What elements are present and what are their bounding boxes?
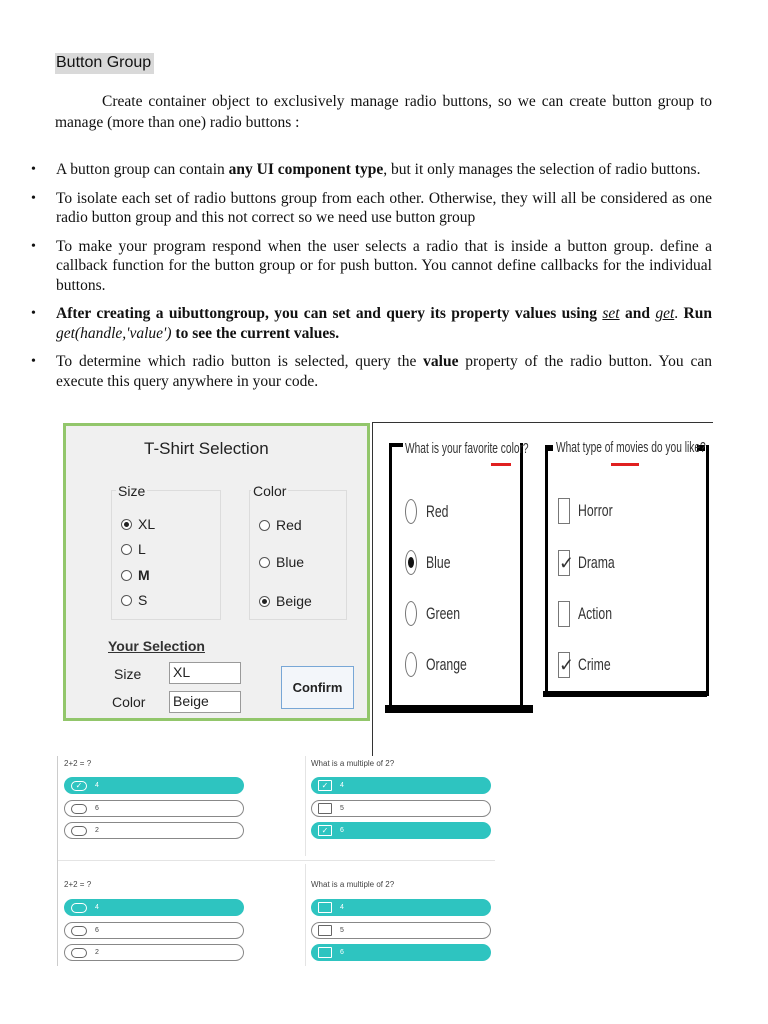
bullet-text: A button group can contain	[56, 161, 229, 178]
option-label: 4	[340, 904, 344, 911]
radio-label: Blue	[276, 554, 305, 570]
option-label: Blue	[426, 552, 451, 572]
size-radio-xl[interactable]	[121, 516, 155, 532]
radio-icon	[121, 544, 132, 555]
color-group-label: Color	[253, 483, 287, 499]
size-radio-m[interactable]	[121, 567, 150, 583]
bullet-text: To make your program respond when the user selects a radio that is inside a button group. define a callback function for the button group or for push button. You cannot define callbacks for the individual buttons.	[56, 237, 712, 294]
bullet-icon: •	[31, 190, 36, 206]
radio-label: XL	[138, 516, 156, 532]
bullet-bold: Run	[678, 305, 712, 322]
quiz-question: 2+2 = ?	[64, 880, 92, 889]
quiz-option[interactable]	[311, 777, 491, 794]
radio-icon	[121, 570, 132, 581]
get-function: get	[655, 305, 675, 322]
color-option-blue[interactable]	[405, 550, 460, 575]
color-question-title: What is your favorite color?	[405, 440, 529, 457]
your-selection-label: Your Selection	[108, 638, 205, 654]
bottom-bar	[543, 691, 707, 697]
radio-icon	[259, 557, 270, 568]
option-label: Drama	[578, 553, 615, 572]
radio-icon	[259, 520, 270, 531]
quiz-option[interactable]	[311, 922, 491, 939]
color-radio-blue[interactable]	[259, 554, 304, 570]
quiz-question: What is a multiple of 2?	[311, 880, 395, 889]
quiz-option[interactable]	[311, 899, 491, 916]
list-item	[0, 304, 712, 343]
checkbox-icon	[318, 803, 332, 814]
quiz-question: 2+2 = ?	[64, 759, 92, 768]
bullet-bold: After creating a uibuttongroup, you can set and query its property values using	[56, 305, 603, 322]
radio-label: Red	[276, 517, 302, 533]
option-label: 5	[340, 927, 344, 934]
radio-label: L	[138, 541, 146, 557]
bullet-bold: and	[619, 305, 656, 322]
movie-option-crime[interactable]	[558, 652, 623, 678]
option-label: Green	[426, 603, 461, 623]
intro-text: Create container object to exclusively manage radio buttons, so we can create button group to manage (more than one) radio buttons :	[55, 93, 712, 131]
size-field-label: Size	[114, 666, 142, 682]
movies-question-title: What type of movies do you like?	[556, 439, 706, 456]
bullet-icon: •	[31, 238, 36, 254]
radio-selected-icon	[405, 550, 417, 575]
quiz-option[interactable]	[64, 822, 244, 839]
tshirt-selection-figure	[63, 423, 370, 721]
bullet-text: property of the radio button. You can execute this query anywhere in your code.	[56, 353, 712, 390]
list-item	[0, 189, 712, 228]
bullet-text: .	[674, 305, 679, 322]
bullet-text: To determine which radio button is selected, query the	[56, 353, 424, 370]
quiz-option[interactable]	[64, 777, 244, 794]
checkbox-checked-icon: ✓	[558, 652, 570, 678]
list-item	[0, 352, 712, 391]
quiz-option[interactable]	[311, 944, 491, 961]
radio-icon	[405, 601, 417, 626]
radio-selected-icon	[71, 903, 87, 913]
bullet-text: , but it only manages the selection of radio buttons.	[383, 161, 701, 178]
quiz-option[interactable]	[64, 922, 244, 939]
tshirt-title: T-Shirt Selection	[144, 439, 269, 458]
confirm-button[interactable]: Confirm	[281, 666, 354, 709]
size-group-label: Size	[118, 483, 146, 499]
bullet-icon: •	[31, 306, 36, 321]
color-option-red[interactable]	[405, 499, 457, 524]
bullet-text: To isolate each set of radio buttons group from each other. Otherwise, they will all be considered as one radio button group and this not correct so we need use button group	[56, 189, 712, 226]
size-radio-l[interactable]	[121, 541, 146, 557]
panel-corner	[391, 443, 403, 447]
panel-corner	[545, 445, 553, 451]
checkbox-checked-icon: ✓	[318, 825, 332, 836]
bullet-list	[0, 160, 712, 400]
quiz-option[interactable]	[64, 800, 244, 817]
intro-paragraph	[55, 91, 712, 133]
quiz-option[interactable]	[64, 899, 244, 916]
movie-option-drama[interactable]	[558, 550, 629, 576]
divider	[305, 864, 306, 966]
option-label: 2	[95, 827, 99, 834]
bullet-icon: •	[31, 162, 36, 177]
checkbox-icon	[318, 925, 332, 936]
option-label: 6	[95, 805, 99, 812]
checkbox-checked-icon: ✓	[558, 550, 570, 576]
option-label: Action	[578, 604, 613, 623]
option-label: 5	[340, 805, 344, 812]
check-circle-icon: ✓	[71, 781, 87, 791]
list-item	[0, 160, 712, 180]
radio-label: M	[138, 567, 150, 583]
option-label: 4	[340, 782, 344, 789]
radio-label: Beige	[276, 593, 312, 609]
size-radio-s[interactable]	[121, 592, 147, 608]
radio-selected-icon	[259, 596, 270, 607]
circle-icon	[71, 926, 87, 936]
section-heading: Button Group	[55, 53, 154, 74]
quiz-figure	[57, 756, 495, 966]
option-label: 6	[340, 949, 344, 956]
color-radio-beige[interactable]	[259, 593, 312, 609]
radio-label: S	[138, 592, 148, 608]
checkbox-checked-icon: ✓	[318, 780, 332, 791]
bullet-bold: any UI component type	[228, 161, 384, 178]
option-label: 6	[340, 827, 344, 834]
color-field-label: Color	[112, 694, 146, 710]
radio-selected-icon	[121, 519, 132, 530]
option-label: 2	[95, 949, 99, 956]
radio-icon	[121, 595, 132, 606]
radio-icon	[405, 652, 417, 677]
quiz-option[interactable]	[311, 822, 491, 839]
option-label: 4	[95, 782, 99, 789]
movie-option-horror[interactable]	[558, 498, 626, 524]
code-snippet: get(handle,'value')	[56, 324, 172, 342]
divider	[58, 860, 495, 861]
option-label: Crime	[578, 655, 611, 674]
bullet-icon: •	[31, 354, 36, 369]
color-option-green[interactable]	[405, 601, 473, 626]
title-underline	[611, 463, 639, 466]
divider	[305, 756, 306, 856]
survey-figure	[372, 422, 713, 757]
set-function: set	[602, 305, 620, 322]
color-option-orange[interactable]	[405, 652, 483, 677]
option-label: Red	[426, 501, 449, 521]
circle-icon	[71, 804, 87, 814]
option-label: Horror	[578, 501, 613, 520]
circle-icon	[71, 826, 87, 836]
checkbox-filled-icon	[318, 902, 332, 913]
option-label: 6	[95, 927, 99, 934]
list-item	[0, 237, 712, 296]
size-field[interactable]: XL	[169, 662, 241, 684]
bullet-bold: value	[423, 353, 459, 370]
option-label: Orange	[426, 654, 467, 674]
color-radio-red[interactable]	[259, 517, 302, 533]
circle-icon	[71, 948, 87, 958]
movie-option-action[interactable]	[558, 601, 625, 627]
bottom-bar	[385, 705, 533, 713]
title-underline	[491, 463, 511, 466]
quiz-option[interactable]	[311, 800, 491, 817]
option-label: 4	[95, 904, 99, 911]
quiz-question: What is a multiple of 2?	[311, 759, 395, 768]
checkbox-icon	[558, 498, 570, 524]
checkbox-icon	[558, 601, 570, 627]
checkbox-filled-icon	[318, 947, 332, 958]
color-field[interactable]: Beige	[169, 691, 241, 713]
quiz-option[interactable]	[64, 944, 244, 961]
radio-icon	[405, 499, 417, 524]
bullet-bold: to see the current values.	[171, 324, 340, 342]
